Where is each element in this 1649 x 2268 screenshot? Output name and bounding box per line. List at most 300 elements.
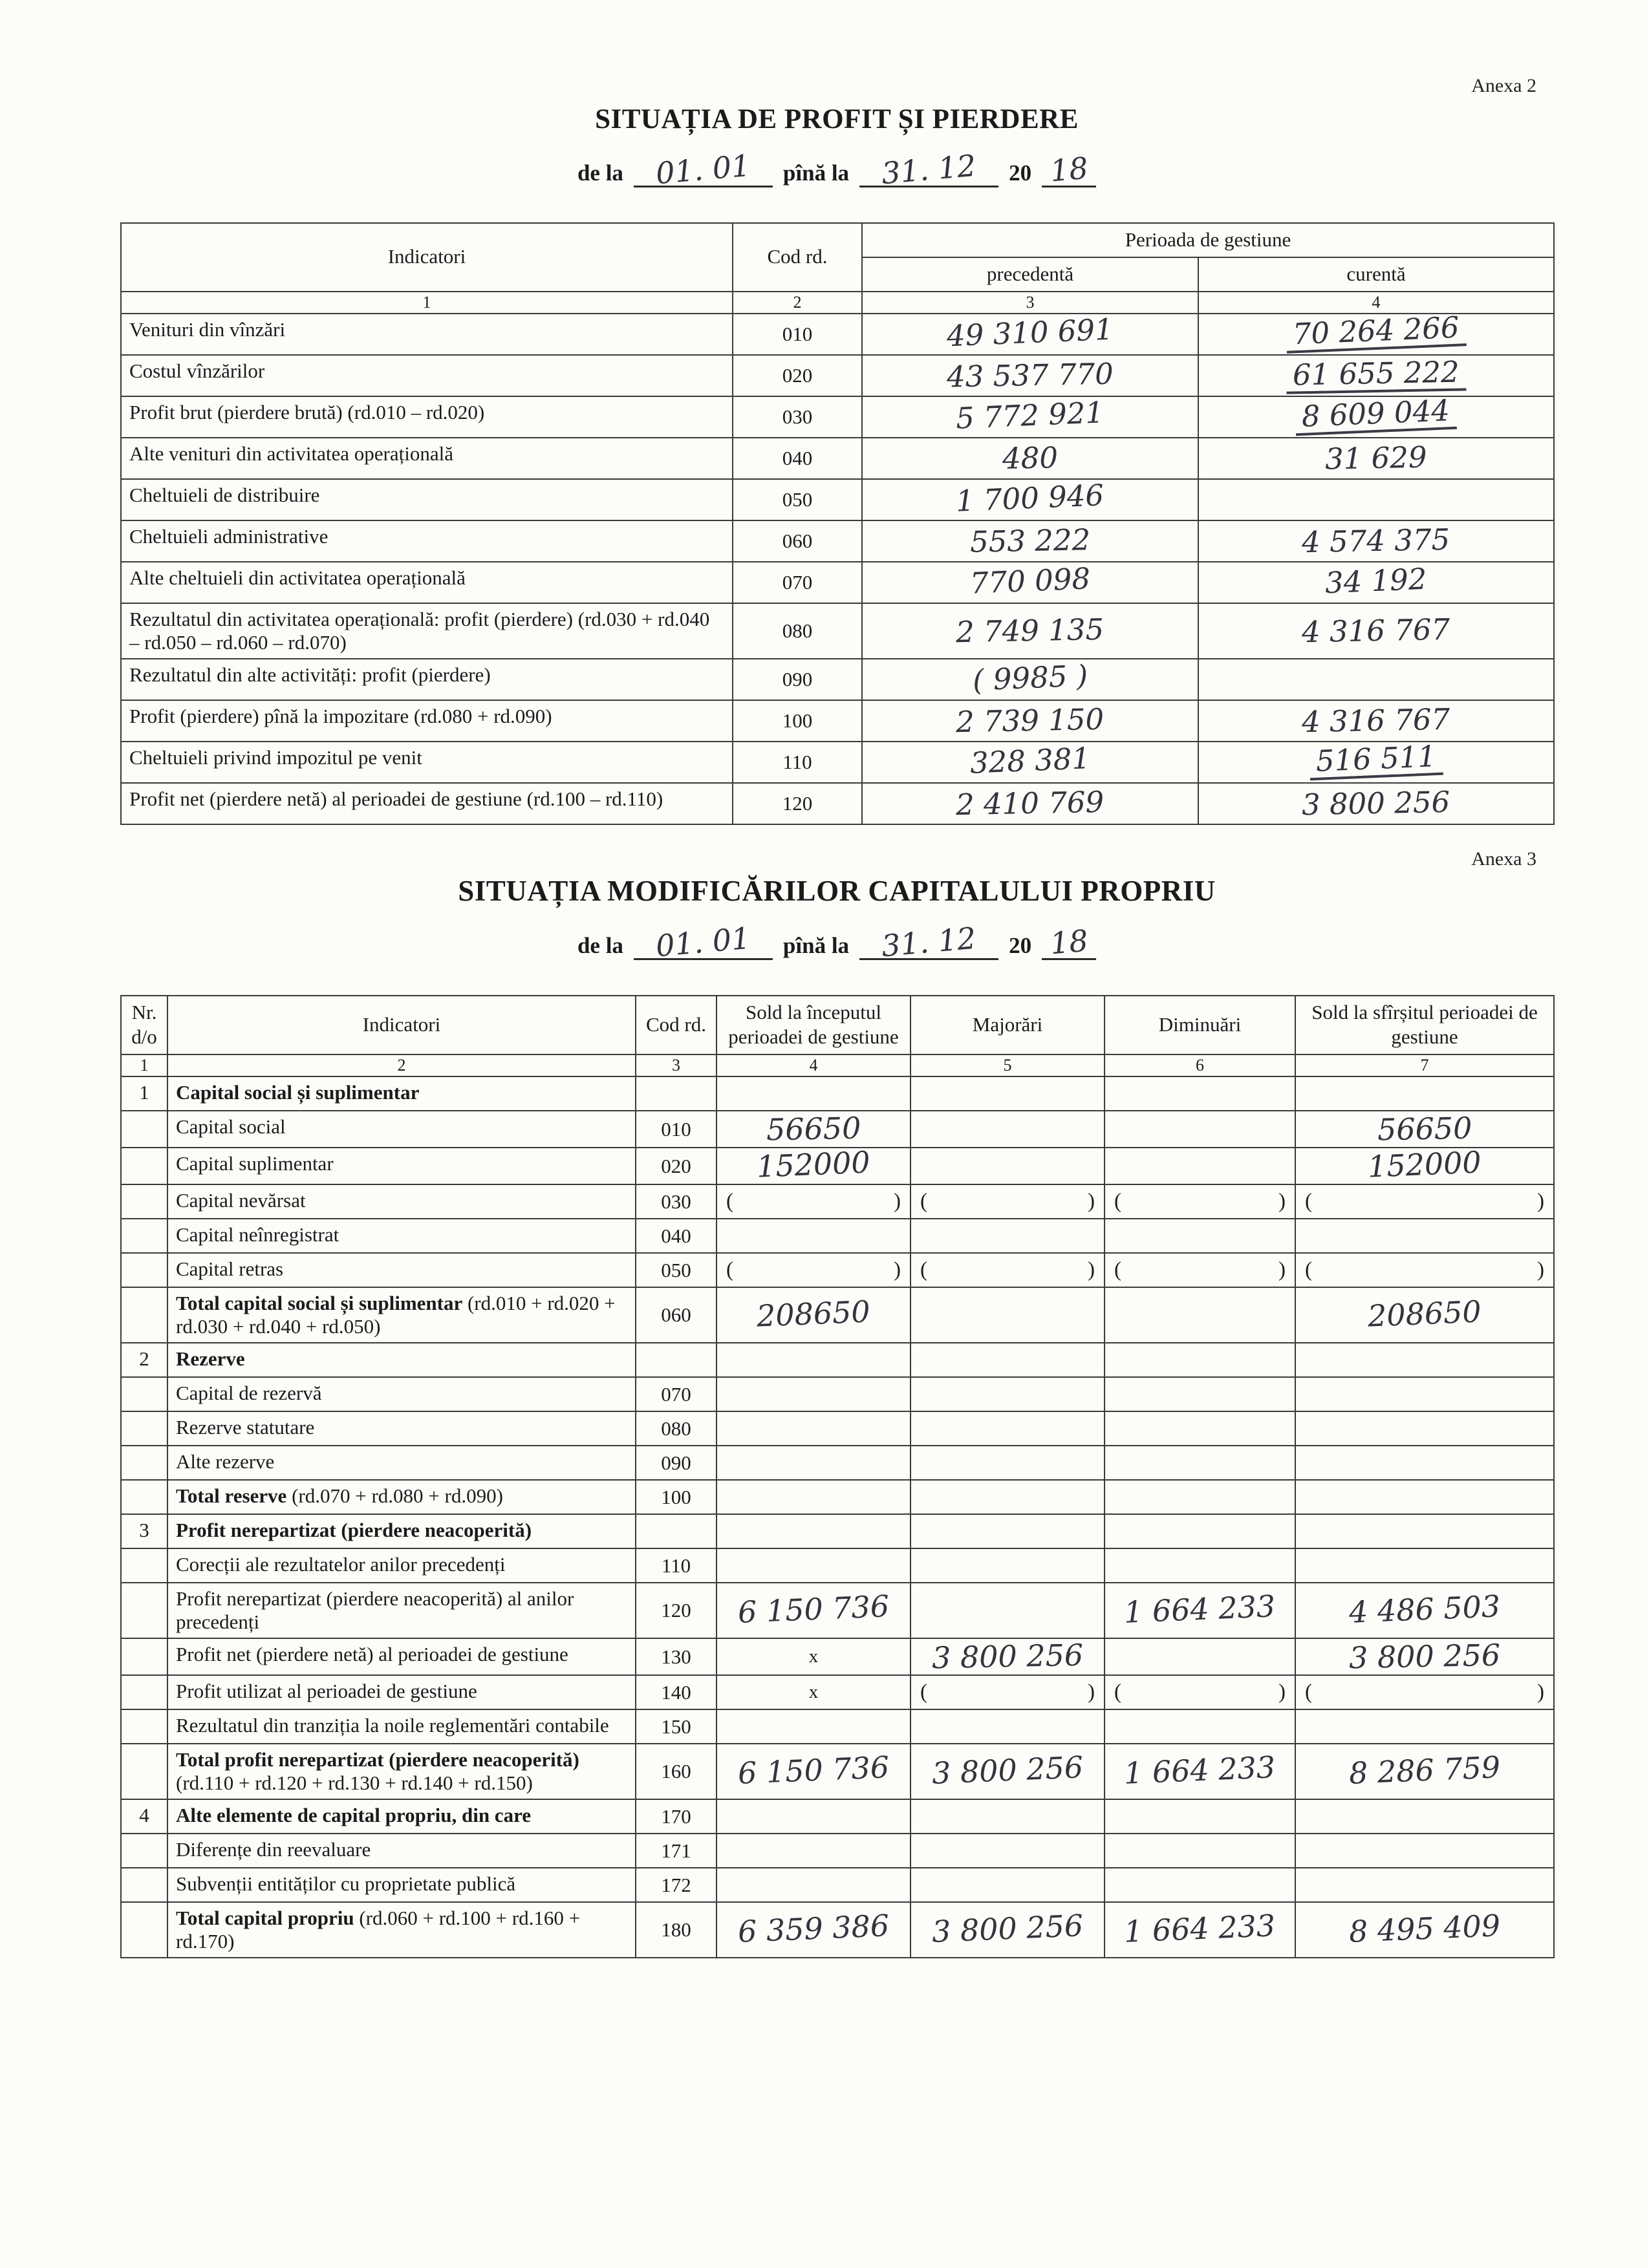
cell-col5: [911, 1253, 1105, 1287]
table-row: [121, 1744, 1554, 1799]
table-row: [121, 1446, 1554, 1480]
cell-precedenta: [862, 742, 1198, 783]
cell-col5: [911, 1446, 1105, 1480]
col-number: 1: [121, 292, 733, 314]
cell-nr: [121, 1583, 167, 1638]
handwritten-value: 4 486 503: [1348, 1588, 1502, 1630]
close-paren-glyph: ): [894, 1190, 901, 1213]
cell-col7: [1295, 1799, 1554, 1834]
handwritten-value: 43 537 770: [946, 356, 1114, 394]
handwritten-value: 1 700 946: [955, 478, 1105, 519]
date-until-label: pînă la: [782, 932, 850, 958]
cell-nr: [121, 1744, 167, 1799]
cell-col7: [1295, 1709, 1554, 1744]
cell-nr: [121, 1638, 167, 1675]
cell-col6: [1105, 1480, 1295, 1514]
date-from-value: 01. 01: [654, 147, 752, 191]
cell-cod: 030: [636, 1184, 717, 1219]
open-paren-glyph: (: [1305, 1680, 1312, 1704]
date-to-field: [859, 920, 998, 963]
cell-nr: [121, 1219, 167, 1253]
cell-cod: 150: [636, 1709, 717, 1744]
date-from-field: [634, 147, 773, 191]
cell-cod: 120: [733, 783, 862, 824]
profit-loss-table: [120, 222, 1555, 825]
cell-col5: [911, 1219, 1105, 1253]
cell-indicator: Alte venituri din activitatea operațională: [121, 438, 733, 479]
annex3-label: Anexa 3: [1471, 848, 1536, 870]
cell-precedenta: [862, 659, 1198, 700]
cell-nr: [121, 1287, 167, 1343]
cell-nr: [121, 1377, 167, 1411]
cell-col4: [717, 1868, 911, 1902]
table-row: [121, 1583, 1554, 1638]
handwritten-value: 3 800 256: [1348, 1637, 1501, 1676]
cell-col6: [1105, 1219, 1295, 1253]
cell-cod: [636, 1343, 717, 1377]
cell-nr: [121, 1675, 167, 1709]
cell-indicator: Capital suplimentar: [167, 1148, 636, 1184]
cell-cod: 040: [636, 1219, 717, 1253]
table-row: [121, 1902, 1554, 1958]
table-row: [121, 1834, 1554, 1868]
cell-indicator: Capital social și suplimentar: [167, 1076, 636, 1111]
table-row: [121, 520, 1554, 562]
cell-col5: [911, 1799, 1105, 1834]
cell-col7: [1295, 1377, 1554, 1411]
cell-col4: [717, 1514, 911, 1548]
col-header-sold-inceput: Sold la începutul perioadei de gestiune: [717, 996, 911, 1055]
cell-nr: [121, 1446, 167, 1480]
cell-col4: [717, 1111, 911, 1148]
cell-precedenta: [862, 562, 1198, 603]
cell-nr: [121, 1709, 167, 1744]
col-number: 3: [862, 292, 1198, 314]
col-number: 2: [733, 292, 862, 314]
table-header-row: [121, 223, 1554, 257]
cell-col4: [717, 1480, 911, 1514]
handwritten-value: 4 316 767: [1302, 701, 1451, 740]
cell-col6: [1105, 1902, 1295, 1958]
cell-cod: 110: [636, 1548, 717, 1583]
handwritten-value: 3 800 256: [931, 1907, 1084, 1949]
year-prefix-label: 20: [1009, 932, 1032, 958]
cell-cod: 120: [636, 1583, 717, 1638]
col-header-indicatori: Indicatori: [121, 223, 733, 292]
table-row: [121, 1076, 1554, 1111]
cell-col6: [1105, 1583, 1295, 1638]
cell-col7: [1295, 1548, 1554, 1583]
table-row: [121, 1868, 1554, 1902]
handwritten-value: 8 609 044: [1295, 398, 1458, 436]
cell-cod: 050: [636, 1253, 717, 1287]
cell-col4: [717, 1902, 911, 1958]
cell-col7: [1295, 1111, 1554, 1148]
table-row: [121, 1709, 1554, 1744]
cell-indicator: Subvenții entităților cu proprietate publică: [167, 1868, 636, 1902]
cell-indicator: Rezultatul din alte activități: profit (pierdere): [121, 659, 733, 700]
handwritten-value: 6 150 736: [737, 1588, 890, 1630]
cell-col5: [911, 1834, 1105, 1868]
cell-col4: [717, 1287, 911, 1343]
table-row: [121, 1638, 1554, 1675]
report1-date-line: [120, 147, 1553, 191]
cell-col6: [1105, 1548, 1295, 1583]
cell-col7: [1295, 1834, 1554, 1868]
cell-cod: [636, 1514, 717, 1548]
cell-col5: [911, 1184, 1105, 1219]
cell-cod: 180: [636, 1902, 717, 1958]
cell-nr: [121, 1253, 167, 1287]
col-header-majorari: Majorări: [911, 996, 1105, 1055]
handwritten-value: 6 150 736: [737, 1749, 890, 1791]
cell-cod: 060: [636, 1287, 717, 1343]
close-paren-glyph: ): [1537, 1680, 1544, 1704]
cell-indicator: Capital nevărsat: [167, 1184, 636, 1219]
handwritten-value: 34 192: [1324, 561, 1428, 601]
cell-indicator: Capital de rezervă: [167, 1377, 636, 1411]
cell-indicator: Rezerve statutare: [167, 1411, 636, 1446]
date-prefix-label: de la: [577, 932, 623, 958]
cell-col5: [911, 1111, 1105, 1148]
open-paren-glyph: (: [920, 1190, 927, 1213]
report2-title: SITUAȚIA MODIFICĂRILOR CAPITALULUI PROPRIU: [458, 874, 1216, 907]
close-paren-glyph: ): [1278, 1190, 1286, 1213]
date-year-value: 18: [1048, 150, 1090, 189]
cell-nr: [121, 1184, 167, 1219]
cell-col6: [1105, 1868, 1295, 1902]
handwritten-value: 56650: [1377, 1110, 1472, 1148]
cell-curenta: [1198, 603, 1554, 659]
cell-curenta: [1198, 310, 1554, 355]
cell-col6: [1105, 1377, 1295, 1411]
close-paren-glyph: ): [1088, 1258, 1095, 1281]
table-row: [121, 1111, 1554, 1148]
open-paren-glyph: (: [1305, 1190, 1312, 1213]
cell-col6: [1105, 1744, 1295, 1799]
cell-col7: [1295, 1411, 1554, 1446]
col-number: 4: [717, 1054, 911, 1076]
cell-col5: [911, 1411, 1105, 1446]
equity-changes-table: [120, 995, 1555, 1959]
table-row: [121, 1411, 1554, 1446]
table-row: [121, 1184, 1554, 1219]
open-paren-glyph: (: [920, 1258, 927, 1281]
close-paren-glyph: ): [1537, 1190, 1544, 1213]
date-to-field: [859, 147, 998, 191]
handwritten-value: 553 222: [969, 522, 1091, 559]
cell-indicator: Profit net (pierdere netă) al perioadei de gestiune: [167, 1638, 636, 1675]
table-row: [121, 1253, 1554, 1287]
cell-indicator: Rezultatul din tranziția la noile reglementări contabile: [167, 1709, 636, 1744]
cell-col5: [911, 1548, 1105, 1583]
cell-indicator: Corecții ale rezultatelor anilor precedenți: [167, 1548, 636, 1583]
cell-cod: 030: [733, 396, 862, 438]
cell-col7: [1295, 1446, 1554, 1480]
cell-nr: [121, 1480, 167, 1514]
open-paren-glyph: (: [1114, 1680, 1121, 1704]
date-year-field: [1042, 925, 1096, 960]
cell-nr: 2: [121, 1343, 167, 1377]
cell-col7: [1295, 1744, 1554, 1799]
cell-nr: [121, 1902, 167, 1958]
col-header-cod: Cod rd.: [733, 223, 862, 292]
cell-indicator: Profit net (pierdere netă) al perioadei de gestiune (rd.100 – rd.110): [121, 783, 733, 824]
column-number-row: [121, 292, 1554, 314]
table-row: [121, 1343, 1554, 1377]
close-paren-glyph: ): [1278, 1258, 1286, 1281]
cell-col5: [911, 1638, 1105, 1675]
close-paren-glyph: ): [894, 1258, 901, 1281]
col-header-curenta: curentă: [1198, 257, 1554, 292]
cell-col5: [911, 1480, 1105, 1514]
cell-col4: [717, 1076, 911, 1111]
cell-cod: 050: [733, 479, 862, 520]
cell-indicator: Cheltuieli administrative: [121, 520, 733, 562]
cell-col6: [1105, 1343, 1295, 1377]
cell-col4: [717, 1583, 911, 1638]
table-row: [121, 438, 1554, 479]
handwritten-value: 1 664 233: [1123, 1907, 1277, 1949]
cell-col7: [1295, 1902, 1554, 1958]
handwritten-value: ( 9985 ): [971, 658, 1089, 698]
cell-col4: [717, 1144, 911, 1184]
date-to-value: 31. 12: [880, 147, 978, 191]
handwritten-value: 70 264 266: [1286, 314, 1466, 353]
table-row: [121, 1799, 1554, 1834]
date-to-value: 31. 12: [880, 920, 978, 963]
cell-col7: [1295, 1144, 1554, 1184]
cell-precedenta: [862, 396, 1198, 438]
cell-nr: [121, 1548, 167, 1583]
cell-precedenta: [862, 438, 1198, 479]
indicator-formula: (rd.010 + rd.020 + rd.030 + rd.040 + rd.050): [176, 1292, 616, 1338]
handwritten-value: 2 749 135: [956, 612, 1105, 650]
date-from-value: 01. 01: [654, 920, 752, 963]
cell-nr: [121, 1111, 167, 1148]
indicator-name: Total reserve: [176, 1484, 287, 1507]
handwritten-value: 152000: [1367, 1144, 1482, 1184]
cell-nr: 4: [121, 1799, 167, 1834]
handwritten-value: 770 098: [969, 561, 1092, 601]
table-row: [121, 1514, 1554, 1548]
col-header-period-group: Perioada de gestiune: [862, 223, 1554, 257]
handwritten-value: 8 495 409: [1348, 1907, 1502, 1949]
indicator-formula: (rd.070 + rd.080 + rd.090): [292, 1484, 503, 1507]
table-row: [121, 1548, 1554, 1583]
cell-col7: [1295, 1253, 1554, 1287]
cell-cod: 010: [636, 1111, 717, 1148]
open-paren-glyph: (: [726, 1190, 733, 1213]
indicator-formula: (rd.060 + rd.100 + rd.160 + rd.170): [176, 1907, 581, 1952]
cell-col6: [1105, 1411, 1295, 1446]
table-row: [121, 355, 1554, 396]
date-year-field: [1042, 152, 1096, 187]
cell-precedenta: [862, 603, 1198, 659]
report2-date-line: [120, 920, 1553, 963]
cell-curenta: [1198, 783, 1554, 824]
cell-col6: [1105, 1709, 1295, 1744]
cell-col6: [1105, 1184, 1295, 1219]
report1-title: SITUAȚIA DE PROFIT ȘI PIERDERE: [595, 104, 1079, 134]
cell-cod: 130: [636, 1638, 717, 1675]
cell-cod: 172: [636, 1868, 717, 1902]
cell-cod: 170: [636, 1799, 717, 1834]
col-header-cod: Cod rd.: [636, 996, 717, 1055]
cell-indicator: Costul vînzărilor: [121, 355, 733, 396]
cell-nr: [121, 1411, 167, 1446]
col-number: 4: [1198, 292, 1554, 314]
table-row: [121, 659, 1554, 700]
cell-col6: [1105, 1446, 1295, 1480]
handwritten-value: 1 664 233: [1123, 1588, 1277, 1630]
handwritten-value: 208650: [1367, 1293, 1482, 1334]
cell-col4: [717, 1219, 911, 1253]
cell-col6: [1105, 1253, 1295, 1287]
table-row: [121, 1287, 1554, 1343]
cell-col6: [1105, 1076, 1295, 1111]
col-number: 6: [1105, 1054, 1295, 1076]
cell-col7: [1295, 1638, 1554, 1675]
col-header-nr: Nr. d/o: [121, 996, 167, 1055]
table-header-row: [121, 996, 1554, 1055]
annex2-label: Anexa 2: [1471, 75, 1536, 96]
handwritten-value: 6 359 386: [737, 1907, 890, 1949]
cell-curenta: [1198, 479, 1554, 520]
indicator-name: Total profit nerepartizat (pierdere neacoperită): [176, 1748, 579, 1771]
cell-col6: [1105, 1287, 1295, 1343]
open-paren-glyph: (: [1114, 1190, 1121, 1213]
cell-col4: x: [717, 1638, 911, 1675]
cell-indicator: Profit brut (pierdere brută) (rd.010 – rd.020): [121, 396, 733, 438]
table-row: [121, 603, 1554, 659]
col-header-diminuari: Diminuări: [1105, 996, 1295, 1055]
cell-nr: [121, 1834, 167, 1868]
col-number: 1: [121, 1054, 167, 1076]
cell-col4: [717, 1253, 911, 1287]
date-prefix-label: de la: [577, 160, 623, 186]
cell-indicator: [167, 1480, 636, 1514]
handwritten-value: 480: [1002, 440, 1059, 476]
cell-col6: [1105, 1111, 1295, 1148]
cell-col7: [1295, 1076, 1554, 1111]
handwritten-value: 328 381: [969, 741, 1092, 780]
handwritten-value: 3 800 256: [931, 1749, 1084, 1791]
cell-col7: [1295, 1184, 1554, 1219]
cell-col4: [717, 1799, 911, 1834]
cell-curenta: [1198, 659, 1554, 700]
cell-indicator: Cheltuieli de distribuire: [121, 479, 733, 520]
cell-col5: [911, 1744, 1105, 1799]
cell-col4: x: [717, 1675, 911, 1709]
col-header-precedenta: precedentă: [862, 257, 1198, 292]
cell-indicator: Capital social: [167, 1111, 636, 1148]
col-header-sold-sfirsit: Sold la sfîrșitul perioadei de gestiune: [1295, 996, 1554, 1055]
cell-col4: [717, 1834, 911, 1868]
handwritten-value: 2 410 769: [956, 784, 1105, 822]
close-paren-glyph: ): [1537, 1258, 1544, 1281]
handwritten-value: 3 800 256: [931, 1637, 1084, 1676]
cell-col6: [1105, 1638, 1295, 1675]
cell-indicator: Alte rezerve: [167, 1446, 636, 1480]
cell-col7: [1295, 1219, 1554, 1253]
cell-col7: [1295, 1675, 1554, 1709]
cell-curenta: [1198, 739, 1554, 783]
cell-col5: [911, 1902, 1105, 1958]
date-from-field: [634, 920, 773, 963]
cell-precedenta: [862, 700, 1198, 742]
indicator-formula: (rd.110 + rd.120 + rd.130 + rd.140 + rd.150): [176, 1771, 533, 1794]
cell-indicator: Profit utilizat al perioadei de gestiune: [167, 1675, 636, 1709]
handwritten-value: 5 772 921: [955, 395, 1105, 436]
handwritten-value: 152000: [756, 1144, 871, 1184]
cell-col7: [1295, 1514, 1554, 1548]
cell-col5: [911, 1583, 1105, 1638]
cell-precedenta: [862, 479, 1198, 520]
cell-cod: [636, 1076, 717, 1111]
cell-precedenta: [862, 520, 1198, 562]
year-prefix-label: 20: [1009, 160, 1032, 186]
table-row: [121, 1377, 1554, 1411]
cell-indicator: Capital neînregistrat: [167, 1219, 636, 1253]
cell-col4: [717, 1446, 911, 1480]
indicator-name: Total capital social și suplimentar: [176, 1292, 463, 1314]
indicator-name: Total capital propriu: [176, 1907, 354, 1929]
handwritten-value: 1 664 233: [1123, 1749, 1277, 1791]
cell-indicator: [167, 1744, 636, 1799]
cell-nr: 1: [121, 1076, 167, 1111]
table-row: [121, 1675, 1554, 1709]
handwritten-value: 516 511: [1309, 744, 1443, 780]
table-row: [121, 1480, 1554, 1514]
col-number: 7: [1295, 1054, 1554, 1076]
cell-col4: [717, 1377, 911, 1411]
cell-cod: 020: [733, 355, 862, 396]
handwritten-value: 61 655 222: [1286, 359, 1467, 394]
cell-precedenta: [862, 314, 1198, 355]
cell-col5: [911, 1287, 1105, 1343]
handwritten-value: 8 286 759: [1348, 1749, 1502, 1791]
col-header-indicatori: Indicatori: [167, 996, 636, 1055]
cell-col4: [717, 1744, 911, 1799]
cell-cod: 070: [636, 1377, 717, 1411]
cell-cod: 040: [733, 438, 862, 479]
cell-indicator: [167, 1902, 636, 1958]
cell-cod: 100: [733, 700, 862, 742]
column-number-row: [121, 1054, 1554, 1076]
cell-col4: [717, 1184, 911, 1219]
cell-col7: [1295, 1287, 1554, 1343]
cell-curenta: [1198, 355, 1554, 396]
cell-col6: [1105, 1799, 1295, 1834]
cell-col5: [911, 1377, 1105, 1411]
close-paren-glyph: ): [1088, 1190, 1095, 1213]
cell-indicator: Rezerve: [167, 1343, 636, 1377]
cell-cod: 090: [733, 659, 862, 700]
cell-curenta: [1198, 520, 1554, 562]
cell-col6: [1105, 1514, 1295, 1548]
cell-indicator: Profit nerepartizat (pierdere neacoperită) al anilor precedenți: [167, 1583, 636, 1638]
handwritten-value: 3 800 256: [1302, 784, 1451, 822]
cell-nr: [121, 1148, 167, 1184]
table-row: [121, 1148, 1554, 1184]
cell-curenta: [1198, 700, 1554, 742]
table-row: [121, 700, 1554, 742]
cell-col4: [717, 1548, 911, 1583]
table-row: [121, 314, 1554, 355]
cell-col7: [1295, 1343, 1554, 1377]
col-number: 3: [636, 1054, 717, 1076]
